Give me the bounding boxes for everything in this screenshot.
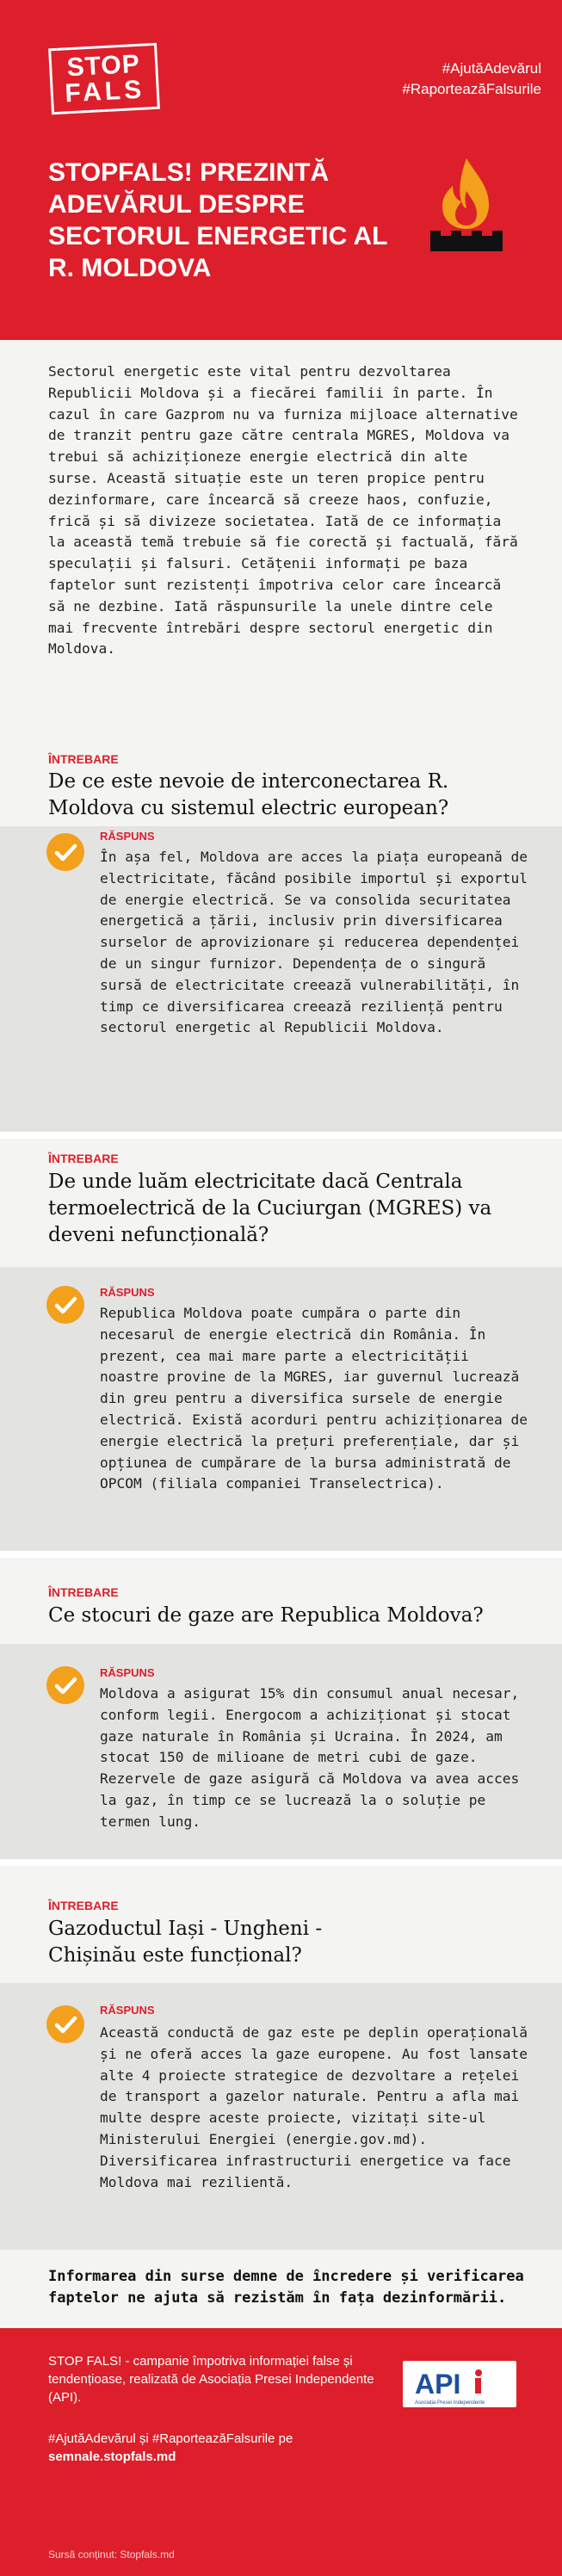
answer-label: RĂSPUNS <box>100 1666 155 1679</box>
divider <box>0 1132 562 1139</box>
question-title: De unde luăm electricitate dacă Centrala termoelectrică de la Cuciurgan (MGRES) va deveni nefuncțională? <box>48 1171 492 1246</box>
svg-text:API: API <box>415 2369 461 2400</box>
answer-text: Republica Moldova poate cumpăra o parte din necesarul de energie electrică din România. În prezent, cea mai mare parte a electricității noastre provine de la MGRES, iar guvernul lucrează din greu pentru a diversifica sursele de energie electrică. Există acorduri pentru achiziționarea de energie electrică la prețuri preferențiale, dar și opțiunea de cumpărare de la bursa administrată de OPCOM (filiala companiei Transelectrica). <box>100 1305 528 1492</box>
api-logo-graphic <box>403 2361 516 2407</box>
answer-block <box>0 1983 562 2250</box>
header-banner <box>0 0 562 340</box>
svg-text:Asociația Presei Independente: Asociația Presei Independente <box>415 2400 485 2406</box>
question-label: ÎNTREBARE <box>48 1152 119 1165</box>
footer-hashtags <box>48 2430 444 2466</box>
page-title: STOPFALS! PREZINTĂ ADEVĂRUL DESPRE SECTORUL ENERGETIC AL R. MOLDOVA <box>48 158 387 282</box>
answer-block <box>0 1644 562 1859</box>
answer-block <box>0 1267 562 1551</box>
check-icon <box>46 833 84 871</box>
campaign-description: STOP FALS! - campanie împotriva informației false și tendențioase, realizată de Asociația Presei Independente (API). <box>48 2354 374 2405</box>
question-title: Ce stocuri de gaze are Republica Moldova? <box>48 1604 484 1627</box>
check-icon <box>46 1286 84 1324</box>
answer-label: RĂSPUNS <box>100 1286 155 1299</box>
question-label: ÎNTREBARE <box>48 1899 119 1912</box>
hashtag-raporteaza[interactable]: #RaporteazăFalsurile <box>402 81 541 97</box>
intro-paragraph: Sectorul energetic este vital pentru dezvoltarea Republicii Moldova și a fiecărei familii în parte. În cazul în care Gazprom nu va furniza mijloace alternative de tranzit pentru gaze către centrala MGRES, Moldova va trebui să achiziționeze energie electrică din alte surse. Această situație este un teren propice pentru dezinformare, care încearcă să creeze haos, confuzie, frică și să divizeze societatea. Iată de ce informația la această temă trebuie să fie corectă și factuală, fără speculații și falsuri. Cetățenii informați pe baza faptelor sunt rezistenți împotriva celor care încearcă să ne dezbine. Iată răspunsurile la unele dintre cele mai frecvente întrebări despre sectorul energetic din Moldova. <box>48 363 518 658</box>
source-note: Sursă conținut: Stopfals.md <box>48 2548 175 2561</box>
divider <box>0 1859 562 1866</box>
answer-text: În așa fel, Moldova are acces la piața europeană de electricitate, făcând posibile importul și exportul de energie electrică. Se va consolida securitatea energetică a țării, inclusiv prin diversificarea surselor de aprovizionare și reducerea dependenței de un singur furnizor. Dependența de o singură sursă de electricitate creează vulnerabilități, în timp ce diversificarea creează reziliență pentru sectorul energetic al Republicii Moldova. <box>100 849 528 1036</box>
question-label: ÎNTREBARE <box>48 1585 119 1599</box>
hashtag-ajuta[interactable]: #AjutăAdevărul <box>442 60 541 77</box>
question-title: De ce este nevoie de interconectarea R. Moldova cu sistemul electric european? <box>48 770 449 819</box>
stopfals-logo[interactable] <box>48 43 160 114</box>
answer-text: Moldova a asigurat 15% din consumul anual necesar, conform legii. Energocom a achiziționat și stocat gaze naturale în România și Ucraina. În 2024, am stocat 150 de milioane de metri cubi de gaze. Rezervele de gaze asigură că Moldova va avea acces la gaz, în timp ce se lucrează la o soluție pe termen lung. <box>100 1685 520 1830</box>
api-logo[interactable] <box>403 2361 516 2407</box>
site-link[interactable]: semnale.stopfals.md <box>48 2449 176 2464</box>
closing-statement: Informarea din surse demne de încredere și verificarea faptelor ne ajuta să rezistăm în fața dezinformării. <box>48 2268 524 2307</box>
footer <box>0 2328 562 2576</box>
energy-flame-icon <box>427 157 506 253</box>
check-icon <box>46 1666 84 1704</box>
question-title: Gazoductul Iași - Ungheni - Chișinău este funcțional? <box>48 1918 323 1967</box>
answer-text: Această conductă de gaz este pe deplin operațională și ne oferă acces la gaze europene. Au fost lansate alte 4 proiecte strategice de dezvoltare a rețelei de transport a gazelor naturale. Pentru a afla mai multe despre aceste proiecte, vizitați site-ul Ministerului Energiei (energie.gov.md). Diversificarea infrastructurii energetice va face Moldova mai rezilientă. <box>100 2024 528 2190</box>
check-icon <box>46 2005 84 2043</box>
footer-tags-text: #AjutăAdevărul și #RaporteazăFalsurile pe <box>48 2431 293 2446</box>
answer-label: RĂSPUNS <box>100 830 155 843</box>
logo-line1: STOP <box>65 49 141 82</box>
logo-line2: FALS <box>64 75 145 108</box>
divider <box>0 1551 562 1558</box>
answer-block <box>0 826 562 1138</box>
answer-label: RĂSPUNS <box>100 2004 155 2017</box>
hashtags <box>402 59 541 100</box>
question-label: ÎNTREBARE <box>48 752 119 766</box>
